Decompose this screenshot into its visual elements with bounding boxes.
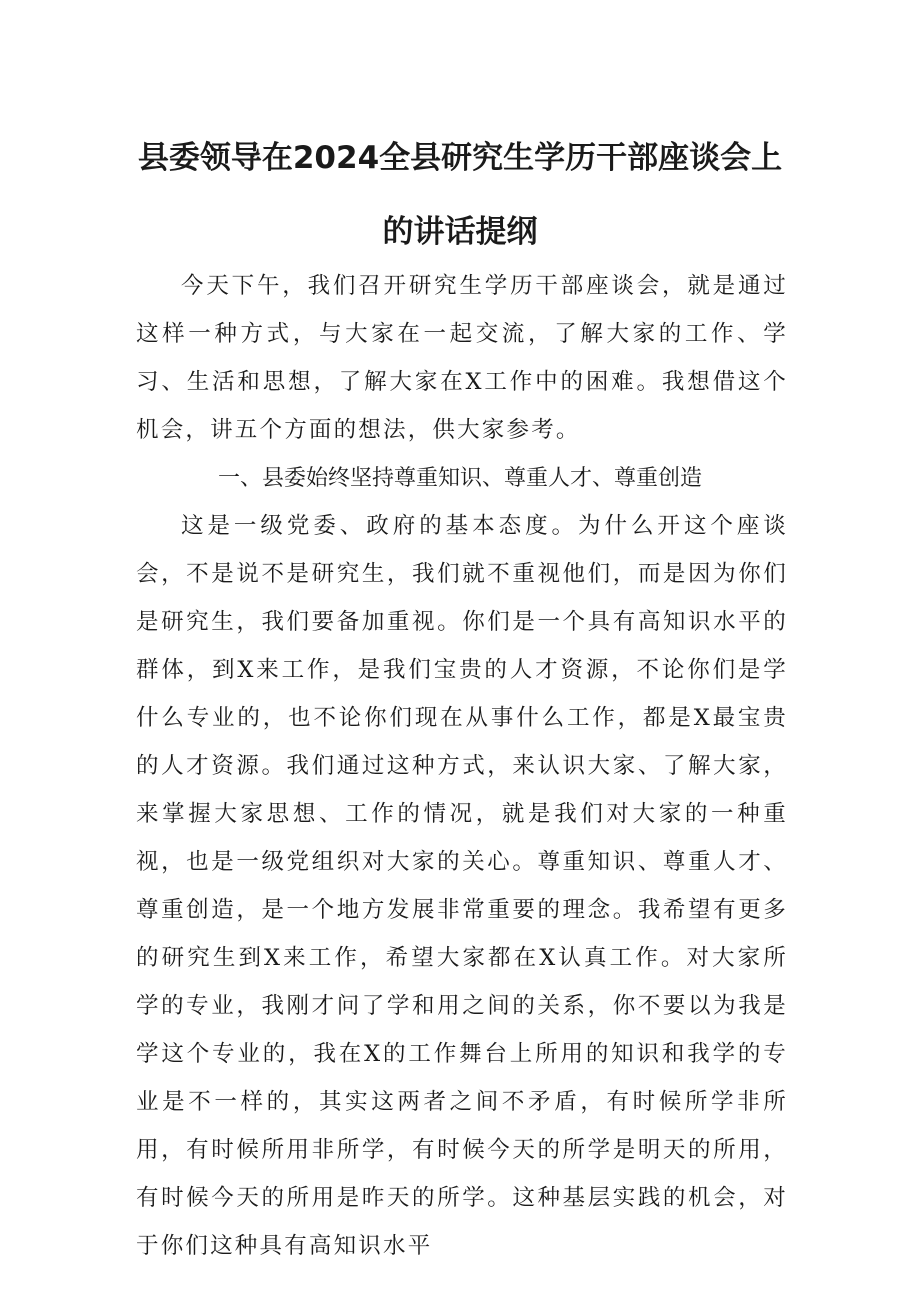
document-title-line-2: 的讲话提纲 (382, 214, 538, 250)
section-1-paragraph: 这是一级党委、政府的基本态度。为什么开这个座谈会，不是说不是研究生，我们就不重视他们，而是因为你们是研究生，我们要备加重视。你们是一个具有高知识水平的群体，到X来工作，是我们宝贵的人才资源，不论你们是学什么专业的，也不论你们现在从事什么工作，都是X最宝贵的人才资源。我们通过这种方式，来认识大家、了解大家，来掌握大家思想、工作的情况，就是我们对大家的一种重视，也是一级党组织对大家的关心。尊重知识、尊重人才、尊重创造，是一个地方发展非常重要的理念。我希望有更多的研究生到X来工作，希望大家都在X认真工作。对大家所学的专业，我刚才问了学和用之间的关系，你不要以为我是学这个专业的，我在X的工作舞台上所用的知识和我学的专业是不一样的，其实这两者之间不矛盾，有时候所学非所用，有时候所用非所学，有时候今天的所学是明天的所用，有时候今天的所用是昨天的所学。这种基层实践的机会，对于你们这种具有高知识水平 (136, 513, 788, 1259)
document-title-line-1: 县委领导在2024全县研究生学历干部座谈会上 (137, 140, 783, 176)
intro-paragraph: 今天下午，我们召开研究生学历干部座谈会，就是通过这样一种方式，与大家在一起交流，了解大家的工作、学习、生活和思想，了解大家在X工作中的困难。我想借这个机会，讲五个方面的想法，供大家参考。 (136, 273, 788, 443)
section-1-heading: 一、县委始终坚持尊重知识、尊重人才、尊重创造 (217, 466, 702, 491)
